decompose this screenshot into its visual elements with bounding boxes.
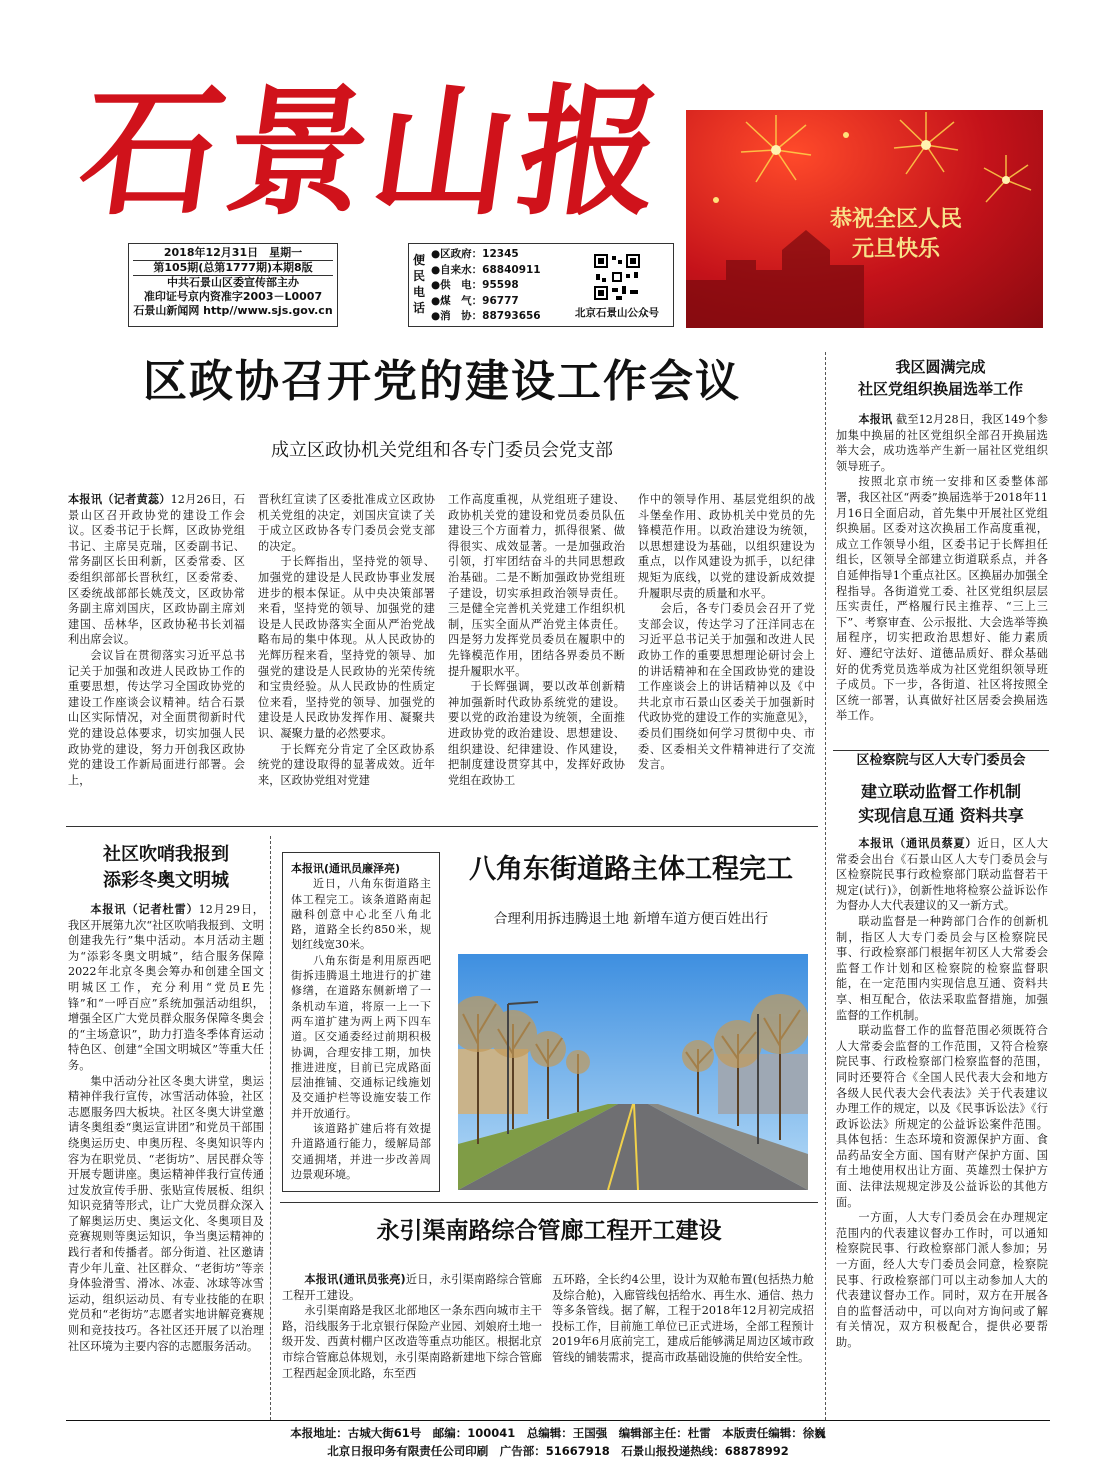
right-top-headline xyxy=(833,356,1048,400)
article-paragraph: 联动监督工作的监督范围必须既符合人大常委会监督的工作范围，又符合检察院民事、行政检察部门检察监督的范围，同时还要符合《全国人民代表大会和地方各级人民代表大会代表法》关于代表建议办理工作的规定，以及《民事诉讼法》《行政诉讼法》所规定的公益诉讼案件范围。具体包括：生态环境和资源保护方面、食品药品安全方面、国有财产保护方面、国有土地使用权出让方面、英雄烈士保护方面、法律法规规定涉及公益诉讼的其他方面。 xyxy=(836,1024,1048,1209)
issue-date: 2018年12月31日 星期一 xyxy=(133,246,333,261)
hotline-item: ●自来水：68840911 xyxy=(431,263,541,276)
sponsor-line: 中共石景山区委宣传部主办 xyxy=(167,276,299,289)
right-bottom-title-2: 实现信息互通 资料共享 xyxy=(858,806,1024,825)
main-article-col-3 xyxy=(448,492,625,788)
new-year-banner xyxy=(686,110,1043,328)
qr-caption: 北京石景山公众号 xyxy=(575,307,659,319)
banner-greeting xyxy=(766,204,1026,264)
article-byline: 本报讯 xyxy=(858,413,893,426)
main-article-col-1 xyxy=(68,492,245,788)
issue-info-box xyxy=(128,243,338,327)
banner-line-2: 元旦快乐 xyxy=(851,236,940,262)
pipe-story-col-2 xyxy=(552,1272,814,1366)
article-paragraph: 作中的领导作用、基层党组织的战斗堡垒作用、政协机关中党员的先锋模范作用。以政治建设为统领，以思想建设为基础，以组织建设为重点，以作风建设为抓手，以纪律规矩为底线，以党的建设新成效提升履职尽责的质量和水平。 xyxy=(638,493,815,600)
road-story-subheadline: 合理利用拆违腾退土地 新增车道方便百姓出行 xyxy=(493,911,769,927)
road-story-box xyxy=(282,852,440,1192)
article-paragraph: 按照北京市统一安排和区委整体部署，我区社区“两委”换届选举于2018年11月16日全面启动，首先集中开展社区党组织换届。区委对这次换届工作高度重视，成立工作领导小组，区委书记于长辉担任组长，区领导全部建立街道联系点，并各自延伸指导1个重点社区。区换届办加强全程指导。各街道党工委、社区党组织层层压实责任，严格履行民主推荐、“三上三下”、考察审查、公示报批、大会选举等换届程序，切实把政治思想好、能力素质好、遵纪守法好、道德品质好、群众基础好的优秀党员选举成为社区党组织领导班子成员。下一步，各街道、社区将按照全区统一部署，认真做好社区居委会换届选举工作。 xyxy=(836,475,1048,723)
pipe-story-col-1 xyxy=(282,1272,542,1381)
hotline-label: 便民电话 xyxy=(413,253,426,315)
qr-code[interactable] xyxy=(592,252,642,302)
article-paragraph: 集中活动分社区冬奥大讲堂，奥运精神伴我行宣传，冰雪活动体验，社区志愿服务四大板块。社区冬奥大讲堂邀请冬奥组委“奥运宣讲团”和党员干部围绕奥运历史、申奥历程、冬奥知识等内容为在职党员、“老街坊”、居民群众等开展专题讲座。奥运精神伴我行宣传通过发放宣传手册、张贴宣传展板、组织知识竞猜等形式，让广大党员群众深入了解奥运历史、奥运文化、冬奥项目及竞赛规则等奥运知识，争当奥运精神的践行者和传播者。部分街道、社区邀请青少年儿童、社区群众、“老街坊”等亲身体验滑雪、滑冰、冰壶、冰球等冰雪运动，组织运动员、有专业技能的在职党员和“老街坊”志愿者实地讲解竞赛规则和竞技技巧。各社区还开展了以治理社区环境为主要内容的志愿服务活动。 xyxy=(68,1074,264,1353)
right-bottom-article xyxy=(836,836,1048,1351)
article-paragraph: 晋秋红宣读了区委批准成立区政协机关党组的决定，刘国庆宣读了关于成立区政协各专门委员会党支部的决定。 xyxy=(258,493,435,553)
road-story-headline: 八角东街道路主体工程完工 xyxy=(469,854,793,885)
main-headline: 区政协召开党的建设工作会议 xyxy=(143,356,741,407)
newspaper-logo: 石景山报 xyxy=(70,71,678,235)
article-paragraph: 会后，各专门委员会召开了党支部会议，传达学习了汪洋同志在习近平总书记关于加强和改进人民政协工作的重要思想理论研讨会上的讲话精神和在全国政协党的建设工作座谈会上的讲话精神以及《中共北京市石景山区委关于加强新时代政协党的建设工作的实施意见》，委员们围绕如何学习贯彻中央、市委、区委相关文件精神进行了交流发言。 xyxy=(638,602,815,772)
right-bottom-title-1: 建立联动监督工作机制 xyxy=(860,782,1021,801)
article-byline: 本报讯（通讯员蔡夏） xyxy=(858,837,978,850)
right-top-article xyxy=(836,412,1048,724)
hotline-item: ●供 电：95598 xyxy=(431,279,519,291)
road-photo xyxy=(458,954,808,1190)
right-bottom-kicker: 区检察院与区人大专门委员会 xyxy=(856,753,1026,768)
article-paragraph: 五环路，全长约4公里，设计为双舱布置(包括热力舱及综合舱)，入廊管线包括给水、再生水、通信、热力等多条管线。据了解，工程于2018年12月初完成招投标工作，目前施工单位已正式进场，全部工程预计2019年6月底前完工，建成后能够满足周边区域市政管线的铺装需求，提高市政基础设施的供给安全性。 xyxy=(552,1273,814,1364)
article-paragraph: 联动监督是一种跨部门合作的创新机制，指区人大专门委员会与区检察院民事、行政检察部门根据年初区人大常委会监督工作计划和区检察院的检察监督职能，在一定范围内实现信息互通、资料共享、相互配合，依法采取监督措施，加强监督的工作机制。 xyxy=(836,914,1048,1022)
article-paragraph: 近日，八角东街道路主体工程完工。该条道路南起融科创意中心北至八角北路，道路全长约850米，规划红线宽30米。 xyxy=(291,877,431,952)
article-paragraph: 近日，永引渠南路综合管廊工程开工建设。 xyxy=(282,1273,542,1302)
article-byline: 本报讯（记者黄蕊） xyxy=(68,493,171,506)
pipe-story-headline: 永引渠南路综合管廊工程开工建设 xyxy=(376,1218,722,1244)
issue-number: 第105期(总第1777期)本期8版 xyxy=(133,261,333,276)
hotline-box xyxy=(408,243,674,327)
article-paragraph: 永引渠南路是我区北部地区一条东西向城市主干路，沿线服务于北京银行保险产业园、刘娘府土地一级开发、西黄村棚户区改造等重点功能区。根据北京市综合管廊总体规划，永引渠南路新建地下综合管廊工程西起金顶北路，东至西 xyxy=(282,1304,542,1380)
right-bottom-headline xyxy=(833,780,1049,828)
article-byline: 本报讯（记者杜雷） xyxy=(90,903,199,916)
right-top-title-1: 我区圆满完成 xyxy=(895,358,986,376)
hotline-item: ●区政府：12345 xyxy=(431,248,519,260)
right-top-title-2: 社区党组织换届选举工作 xyxy=(857,380,1023,398)
article-paragraph: 12月29日，我区开展第九次“社区吹哨我报到、文明创建我先行”集中活动。本月活动主题为“添彩冬奥文明城”，结合服务保障2022年北京冬奥会筹办和创建全国文明城区工作，充分利用“党员E先锋”和“一呼百应”系统加强活动组织，增强全区广大党员群众服务保障冬奥会的“主场意识”，助力打造冬季体育运动特色区、创建“全国文明城区”等重大任务。 xyxy=(68,903,264,1072)
article-paragraph: 于长辉充分肯定了全区政协系统党的建设取得的显著成效。近年来，区政协党组对党建 xyxy=(258,742,435,787)
hotline-list xyxy=(431,247,541,325)
left-story-title-1: 社区吹哨我报到 xyxy=(103,844,229,865)
hotline-item: ●消 协：88793656 xyxy=(431,310,541,322)
hotline-item: ●煤 气：96777 xyxy=(431,294,519,307)
left-story-title-2: 添彩冬奥文明城 xyxy=(103,870,229,891)
footer-line-2: 北京日报印务有限责任公司印刷 广告部：51667918 石景山报投递热线：68878992 xyxy=(327,1444,789,1458)
left-story-headline xyxy=(68,842,264,894)
article-paragraph: 截至12月28日，我区149个参加集中换届的社区党组织全部召开换届选举大会，成功选举产生新一届社区党组织领导班子。 xyxy=(836,413,1048,473)
article-paragraph: 12月26日，石景山区召开政协党的建设工作会议。区委书记于长辉，区政协党组书记、主席吴克瑞，区委副书记、常务副区长田利新，区委常委、区委组织部部长晋秋红，区委常委、区委统战部部长姚茂文，区政协常务副主席刘国庆，区政协副主席刘建国、岳林华，区政协秘书长刘福利出席会议。 xyxy=(68,493,245,647)
website-line[interactable]: 石景山新闻网 http//www.sjs.gov.cn xyxy=(133,304,333,317)
article-paragraph: 于长辉指出，坚持党的领导、加强党的建设是人民政协事业发展进步的根本保证。从中央决策部署来看，坚持党的领导、加强党的建设是人民政协落实全面从严治党战略布局的集中体现。从人民政协的光辉历程来看，坚持党的领导、加强党的建设是人民政协的光荣传统和宝贵经验。从人民政协的性质定位来看，坚持党的领导、加强党的建设是人民政协发挥作用、凝聚共识、凝聚力量的必然要求。 xyxy=(258,555,435,740)
article-paragraph: 工作高度重视，从党组班子建设、政协机关党的建设和党员委员队伍建设三个方面着力，抓得很紧、做得很实、成效显著。一是加强政治引领，打牢团结奋斗的共同思想政治基础。二是不断加强政协党组班子建设，切实承担政治领导责任。三是健全完善机关党建工作组织机制，压实全面从严治党主体责任。四是努力发挥党员委员在履职中的先锋模范作用，团结各界委员不断提升履职水平。 xyxy=(448,493,625,678)
article-paragraph: 一方面，人大专门委员会在办理规定范围内的代表建议督办工作时，可以通知检察院民事、行政检察部门派人参加；另一方面，经人大专门委员会同意，检察院民事、行政检察部门可以主动参加人大的代表建议督办工作。同时，双方在开展各自的监督活动中，可以向对方询问或了解有关情况，双方积极配合，提供必要帮助。 xyxy=(836,1211,1048,1349)
article-paragraph: 会议旨在贯彻落实习近平总书记关于加强和改进人民政协工作的重要思想，传达学习全国政协党的建设工作座谈会议精神。结合石景山区实际情况，对全面贯彻新时代党的建设总体要求，切实加强人民政协党的建设，努力开创我区政协党的建设工作新局面进行部署。会上， xyxy=(68,648,245,787)
article-byline: 本报讯(通讯员张亮) xyxy=(304,1273,406,1286)
footer-line-1: 本报地址：古城大街61号 邮编：100041 总编辑：王国强 编辑部主任：杜雷 本版责任编辑：徐巍 xyxy=(290,1426,826,1440)
main-subheadline: 成立区政协机关党组和各专门委员会党支部 xyxy=(271,440,613,461)
main-article-col-2 xyxy=(258,492,435,788)
article-paragraph: 八角东街是利用原西吧街拆违腾退土地进行的扩建修缮，在道路东侧新增了一条机动车道，将原一上一下两车道扩建为两上两下四车道。区交通委经过前期积极协调，合理安排工期，加快推进进度，目前已完成路面层油推铺、交通标记线施划及交通护栏等设施安装工作并开放通行。 xyxy=(291,953,431,1120)
article-paragraph: 近日，区人大常委会出台《石景山区人大专门委员会与区检察院民事行政检察部门联动监督若干规定(试行)》，创新性地将检察公益诉讼作为督办人大代表建议的又一新方式。 xyxy=(836,837,1048,913)
article-byline: 本报讯(通讯员廉泽亮) xyxy=(291,862,401,875)
article-paragraph: 该道路扩建后将有效提升道路通行能力，缓解局部交通拥堵，并进一步改善周边景观环境。 xyxy=(291,1122,431,1181)
article-paragraph: 于长辉强调，要以改革创新精神加强新时代政协系统党的建设。要以党的政治建设为统领，全面推进政协党的政治建设、思想建设、组织建设、纪律建设、作风建设，把制度建设贯穿其中，发挥好政协党组在政协工 xyxy=(448,680,625,787)
left-story-article xyxy=(68,902,264,1354)
license-line: 准印证号京内资准字2003－L0007 xyxy=(143,290,323,303)
main-article-col-4 xyxy=(638,492,815,773)
banner-line-1: 恭祝全区人民 xyxy=(829,206,962,232)
